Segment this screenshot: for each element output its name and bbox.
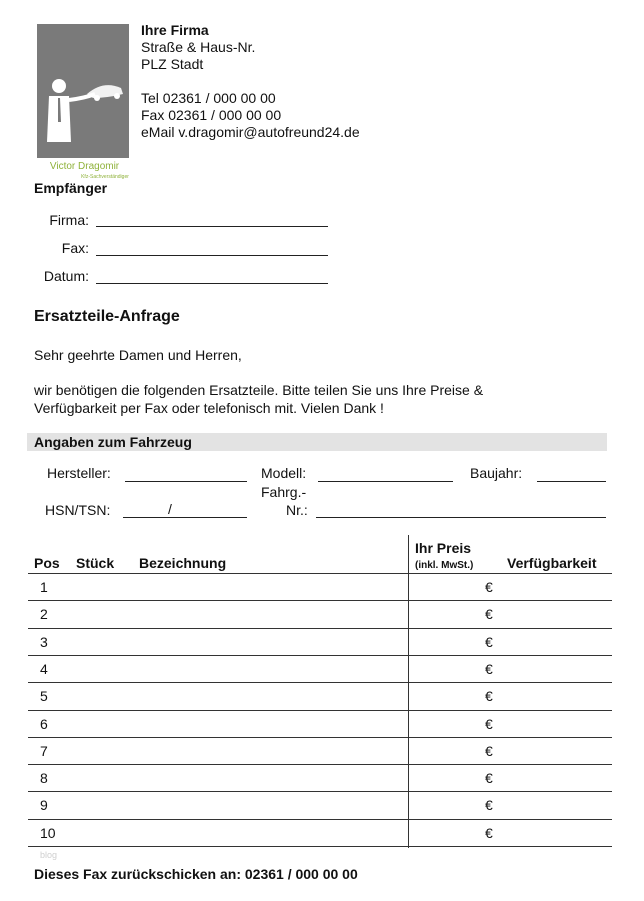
baujahr-label: Baujahr: bbox=[470, 465, 523, 481]
row-pos: 6 bbox=[40, 715, 48, 732]
table-row[interactable] bbox=[28, 655, 612, 656]
sender-fax: Fax 02361 / 000 00 00 bbox=[141, 107, 282, 123]
col-stueck: Stück bbox=[76, 555, 115, 571]
price-column-divider bbox=[408, 535, 409, 848]
row-euro-sign: € bbox=[485, 606, 493, 623]
fahrg-label-2: Nr.: bbox=[286, 502, 308, 518]
row-euro-sign: € bbox=[485, 715, 493, 732]
row-pos: 7 bbox=[40, 742, 48, 759]
sender-email: eMail v.dragomir@autofreund24.de bbox=[141, 124, 360, 140]
hsn-field[interactable] bbox=[123, 517, 247, 518]
row-euro-sign: € bbox=[485, 688, 493, 705]
hersteller-label: Hersteller: bbox=[47, 465, 111, 481]
firma-label: Firma: bbox=[49, 212, 89, 228]
table-row[interactable] bbox=[28, 764, 612, 765]
vehicle-title: Angaben zum Fahrzeug bbox=[34, 434, 192, 450]
logo-name: Victor Dragomir bbox=[49, 161, 120, 172]
footer-return-fax: Dieses Fax zurückschicken an: 02361 / 000 00 00 bbox=[34, 866, 358, 882]
company-logo bbox=[37, 24, 129, 180]
row-pos: 9 bbox=[40, 797, 48, 814]
row-euro-sign: € bbox=[485, 660, 493, 677]
row-pos: 1 bbox=[40, 579, 48, 595]
table-row[interactable] bbox=[28, 710, 612, 711]
col-pos: Pos bbox=[34, 555, 60, 571]
col-preis: Ihr Preis bbox=[415, 540, 472, 556]
table-row[interactable] bbox=[28, 846, 612, 847]
table-row[interactable] bbox=[28, 682, 612, 683]
recipient-title: Empfänger bbox=[34, 180, 108, 196]
letter-title: Ersatzteile-Anfrage bbox=[34, 308, 180, 325]
body-line-1: wir benötigen die folgenden Ersatzteile. Bitte teilen Sie uns Ihre Preise & bbox=[34, 382, 484, 398]
fahrg-field[interactable] bbox=[316, 517, 606, 518]
vehicle-section-bar bbox=[27, 433, 607, 451]
row-pos: 2 bbox=[40, 606, 48, 623]
sender-street: Straße & Haus-Nr. bbox=[141, 39, 256, 55]
datum-label: Datum: bbox=[43, 268, 89, 284]
row-euro-sign: € bbox=[485, 770, 493, 787]
row-euro-sign: € bbox=[485, 797, 493, 814]
table-row[interactable] bbox=[28, 600, 612, 601]
body-line-2: Verfügbarkeit per Fax oder telefonisch mit. Vielen Dank ! bbox=[34, 400, 384, 416]
table-row[interactable] bbox=[28, 819, 612, 820]
fax-field[interactable] bbox=[96, 255, 328, 256]
row-pos: 10 bbox=[40, 824, 56, 841]
row-euro-sign: € bbox=[485, 742, 493, 759]
modell-label: Modell: bbox=[261, 465, 307, 481]
businessman-icon bbox=[37, 24, 129, 158]
firma-field[interactable] bbox=[96, 226, 328, 227]
hsn-label: HSN/TSN: bbox=[45, 502, 111, 518]
salutation: Sehr geehrte Damen und Herren, bbox=[34, 347, 242, 363]
col-preis-sub: (inkl. MwSt.) bbox=[415, 560, 474, 571]
logo-subtitle: Kfz-Sachverständiger bbox=[81, 174, 129, 180]
baujahr-field[interactable] bbox=[537, 481, 606, 482]
hsn-slash: / bbox=[168, 501, 172, 517]
sender-company: Ihre Firma bbox=[141, 22, 209, 38]
table-header-line bbox=[28, 573, 612, 574]
row-pos: 3 bbox=[40, 633, 48, 650]
row-euro-sign: € bbox=[485, 579, 493, 595]
col-bezeichnung: Bezeichnung bbox=[139, 555, 227, 571]
col-verfuegbarkeit: Verfügbarkeit bbox=[507, 555, 597, 571]
sender-address bbox=[141, 22, 360, 141]
row-euro-sign: € bbox=[485, 633, 493, 650]
table-row[interactable] bbox=[28, 628, 612, 629]
sender-city: PLZ Stadt bbox=[141, 56, 204, 72]
hersteller-field[interactable] bbox=[125, 481, 247, 482]
table-row[interactable] bbox=[28, 737, 612, 738]
row-pos: 4 bbox=[40, 660, 48, 677]
row-euro-sign: € bbox=[485, 824, 493, 841]
fax-label: Fax: bbox=[61, 240, 89, 256]
datum-field[interactable] bbox=[96, 283, 328, 284]
modell-field[interactable] bbox=[318, 481, 453, 482]
sender-tel: Tel 02361 / 000 00 00 bbox=[141, 90, 276, 106]
row-pos: 8 bbox=[40, 770, 48, 787]
row-pos: 5 bbox=[40, 688, 48, 705]
fahrg-label-1: Fahrg.- bbox=[261, 484, 307, 500]
watermark: blog bbox=[40, 850, 58, 860]
table-row[interactable] bbox=[28, 791, 612, 792]
